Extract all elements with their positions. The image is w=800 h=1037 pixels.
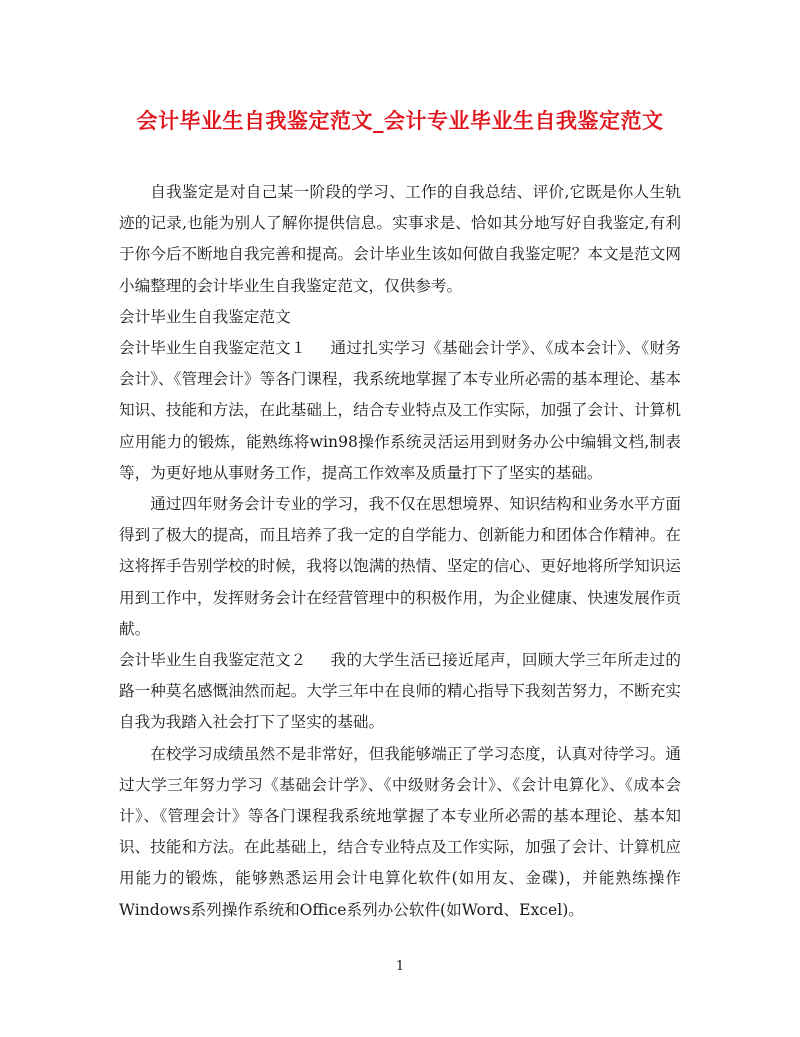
sample2-paragraph-2: 在校学习成绩虽然不是非常好，但我能够端正了学习态度，认真对待学习。通过大学三年努力学习《基础会计学》、《中级财务会计》、《会计电算化》、《成本会计》、《管理会计》等各门课程我系统地掌握了本专业所必需的基本理论、基本知识、技能和方法。在此基础上，结合专业特点及工作实际，加强了会计、计算机应用能力的锻炼，能够熟悉运用会计电算化软件(如用友、金碟)，并能熟练操作Windows系列操作系统和Office系列办公软件(如Word、Excel)。 [119, 744, 681, 919]
page-number: 1 [395, 959, 405, 974]
document-title: 会计毕业生自我鉴定范文_会计专业毕业生自我鉴定范文 [136, 108, 664, 133]
sample1-paragraph-2: 通过四年财务会计专业的学习，我不仅在思想境界、知识结构和业务水平方面得到了极大的提高，而且培养了我一定的自学能力、创新能力和团体合作精神。在这将挥手告别学校的时候，我将以饱满的热情、坚定的信心、更好地将所学知识运用到工作中，发挥财务会计在经营管理中的积极作用，为企业健康、快速发展作贡献。 [119, 495, 681, 638]
document-body [119, 177, 681, 926]
intro-paragraph: 自我鉴定是对自己某一阶段的学习、工作的自我总结、评价,它既是你人生轨迹的记录,也能为别人了解你提供信息。实事求是、恰如其分地写好自我鉴定,有利于你今后不断地自我完善和提高。会计毕业生该如何做自我鉴定呢？本文是范文网小编整理的会计毕业生自我鉴定范文，仅供参考。 [119, 183, 681, 295]
sample1-paragraph-1-text: 通过扎实学习《基础会计学》、《成本会计》、《财务会计》、《管理会计》等各门课程，我系统地掌握了本专业所必需的基本理论、基本知识、技能和方法，在此基础上，结合专业特点及工作实际，加强了会计、计算机应用能力的锻炼，能熟练将win98操作系统灵活运用到财务办公中编辑文档,制表等，为更好地从事财务工作，提高工作效率及质量打下了坚实的基础。 [119, 339, 681, 482]
sample2-heading: 会计毕业生自我鉴定范文２ [119, 651, 307, 670]
section-subtitle: 会计毕业生自我鉴定范文 [119, 307, 291, 326]
sample1-paragraph-1 [119, 333, 681, 489]
sample1-heading: 会计毕业生自我鉴定范文１ [119, 339, 307, 358]
sample2-paragraph-1 [119, 645, 681, 739]
sample2-paragraph-1-text: 我的大学生活已接近尾声，回顾大学三年所走过的路一种莫名感慨油然而起。大学三年中在良师的精心指导下我刻苦努力，不断充实自我为我踏入社会打下了坚实的基础。 [119, 651, 681, 732]
